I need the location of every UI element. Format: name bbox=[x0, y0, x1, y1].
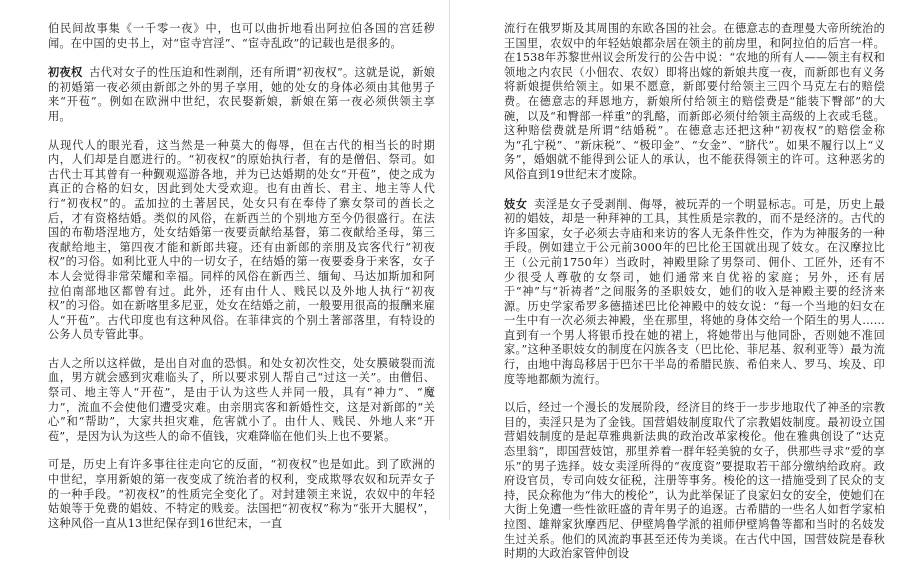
paragraph-text: 流行在俄罗斯及其周围的东欧各国的社会。在德意志的查理曼大帝所统治的王国里，农奴中的年轻姑娘都杂居在领主的前房里，和阿拉伯的后宫一样。在1538年苏黎世州议会所发行的公告中说：“农地的所有人——领主有权和领地之内农民（小佃农、农奴）即将出嫁的新娘共度一夜，而新郎也有义务将新娘提供给领主。如果不愿意，新郎要付给领主三四个马克左右的赔偿费。在德意志的拜恩地方，新娘所付给领主的赔偿费是“能装下臀部”的大碗，以及“和臀部一样重”的乳酪，而新郎必须付给领主高级的上衣或毛毯。这种赔偿费就是所谓“结婚税”。在德意志还把这种“初夜权”的赔偿金称为“孔宁税”、“新床税”、“极印金”、“女金”、“脐代”。如果不履行以上“义务”，婚姻就不能得到公证人的承认，也不能获得领主的许可。这种恶劣的风俗直到19世纪末才废除。 bbox=[504, 22, 885, 181]
paragraph-text: 卖淫是女子受剥削、侮辱，被玩弄的一个明显标志。可是，历史上最初的娼妓，却是一种拜神的工具，其性质是宗教的，而不是经济的。古代的许多国家，女子必须去寺庙和来访的客人无条件性交，作为为神服务的一种手段。例如建立于公元前3000年的巴比伦王国就出现了妓女。在汉摩拉比王（公元前1750年）当政时，神殿里除了男祭司、佣仆、工匠外，还有不少很受人尊敬的女祭司，她们通常来自优裕的家庭；另外，还有居于“神”与“祈祷者”之间服务的圣职妓女，她们的收入是神殿主要的经济来源。历史学家希罗多德描述巴比伦神殿中的妓女说：“每一个当地的妇女在一生中有一次必须去神殿，坐在那里，将她的身体交给一个陌生的男人……直到有一个男人将银币投在她的裙上，将她带出与他同卧，否则她不准回家。”这种圣职妓女的制度在闪族各支（巴比伦、菲尼基、叙利亚等）最为流行，由地中海岛移居于巴尔干半岛的希腊民族、希伯来人、罗马、埃及、印度等地都颇为流行。 bbox=[504, 197, 885, 386]
left-page bbox=[0, 0, 449, 530]
right-page bbox=[450, 0, 899, 561]
paragraph-first-night-right bbox=[48, 65, 435, 124]
paragraph-text: 可是，历史上有许多事往往走向它的反面，“初夜权”也是如此。到了欧洲的中世纪，享用新娘的第一夜变成了统治者的权利，变成欺辱农奴和玩弄女子的一种手段。“初夜权”的性质完全变化了。对封建领主来说，农奴中的年轻姑娘等于免费的娼妓、不特定的贱妾。法国把“初夜权”称为“张开大腿权”，这种风俗一直从13世纪保存到16世纪末，一直 bbox=[48, 458, 435, 530]
paragraph-text: 从现代人的眼光看，这当然是一种莫大的侮辱，但在古代的相当长的时期内，人们却是自愿进行的。“初夜权”的原始执行者，有的是僧侣、祭司。如古代士耳其曾有一种觐观巡游各地，并为已达婚期的处女“开苞”，使之成为真正的合格的妇女，因此到处大受欢迎。也有由酋长、君主、地主等人代行“初夜权”的。孟加拉的土著居民，处女只有在奉侍了寨女祭司的酋长之后，才有资格结婚。类似的风俗，在新西兰的个别地方至今仍很盛行。在法国的布勒塔涅地方，处女结婚第一夜要贡献给基督，第二夜献给圣母，第三夜献给地主，第四夜才能和新郎共寝。还有由新郎的亲朋及宾客代行“初夜权”的习俗。如利比亚人中的一切女子，在结婚的第一夜要委身于来客，女子本人会觉得非常荣耀和幸福。同样的风俗在新西兰、缅甸、马达加斯加和阿拉伯南部地区都曾有过。此外，还有由什人、贱民以及外地人执行“初夜权”的习俗。如在新喀里多尼亚，处女在结婚之前，一般要用很高的报酬来雇人“开苞”。古代印度也有这种风俗。在菲律宾的个别土著部落里，有特设的公务人员专管此事。 bbox=[48, 138, 435, 342]
paragraph-text: 以后，经过一个漫长的发展阶段，经济目的终于一步步地取代了神圣的宗教目的，卖淫只是为了金钱。国营娼妓制度取代了宗教娼妓制度。最初设立国营娼妓制度的是起草雅典新法典的政治改革家梭伦。他在雅典创设了“达克态里翁”，即国营妓馆，那里养着一群年轻美貌的女子，供那些寻求“爱的享乐”的男子选择。妓女卖淫所得的“夜度资”要提取若干部分缴纳给政府。政府设官员，专司向妓女征税，注册等事务。梭伦的这一措施受到了民众的支持，民众称他为“伟大的梭伦”，认为此举保证了良家妇女的安全，使她们在大街上免遭一些性欲旺盛的青年男子的追逐。古希腊的一些名人如哲学家柏拉图、雄辩家狄摩西尼、伊壁鸠鲁学派的祖师伊壁鸠鲁等都和当时的名妓发生过关系。他们的风流韵事甚至还传为美谈。在古代中国，国营妓院是春秋时期的大政治家管仲创设 bbox=[504, 401, 885, 561]
paragraph-text: 伯民间故事集《一千零一夜》中，也可以曲折地看出阿拉伯各国的宫廷秽闻。在中国的史书上，对“宦寺宫淫”、“宦寺乱政”的记载也是很多的。 bbox=[48, 22, 435, 50]
paragraph-text: 古代对女子的性压迫和性剥削，还有所谓“初夜权”。这就是说，新娘的初婚第一夜必须由新郎之外的男子享用，她的处女的身体必须由其他男子来“开苞”。例如在欧洲中世纪，农民娶新娘，新娘在第一夜必须供领主享用。 bbox=[48, 66, 435, 123]
paragraph bbox=[48, 22, 435, 51]
paragraph bbox=[48, 139, 435, 343]
paragraph bbox=[48, 458, 435, 531]
section-heading-prostitute: 妓女 bbox=[504, 196, 528, 211]
paragraph bbox=[504, 401, 885, 562]
paragraph-text: 古人之所以这样做，是出自对血的恐惧。和处女初次性交，处女膜破裂而流血，男方就会感到灾难临头了，所以要求别人帮自己“过这一关”。由僧侣、祭司、地主等人“开苞”，是由于认为这些人并同一般，具有“神力”、“魔力”，流血不会使他们遭受灾难。由亲朋宾客和新婚性交，这是对新郎的“关心”和“帮助”，大家共担灾难，危害就小了。由什人、贱民、外地人来“开苞”，是因为认为这些人的命不值钱，灾难降临在他们头上也不要紧。 bbox=[48, 356, 435, 443]
paragraph bbox=[48, 357, 435, 445]
section-heading-first-night-right: 初夜权 bbox=[48, 65, 83, 80]
paragraph-prostitute bbox=[504, 197, 885, 388]
paragraph bbox=[504, 22, 885, 183]
